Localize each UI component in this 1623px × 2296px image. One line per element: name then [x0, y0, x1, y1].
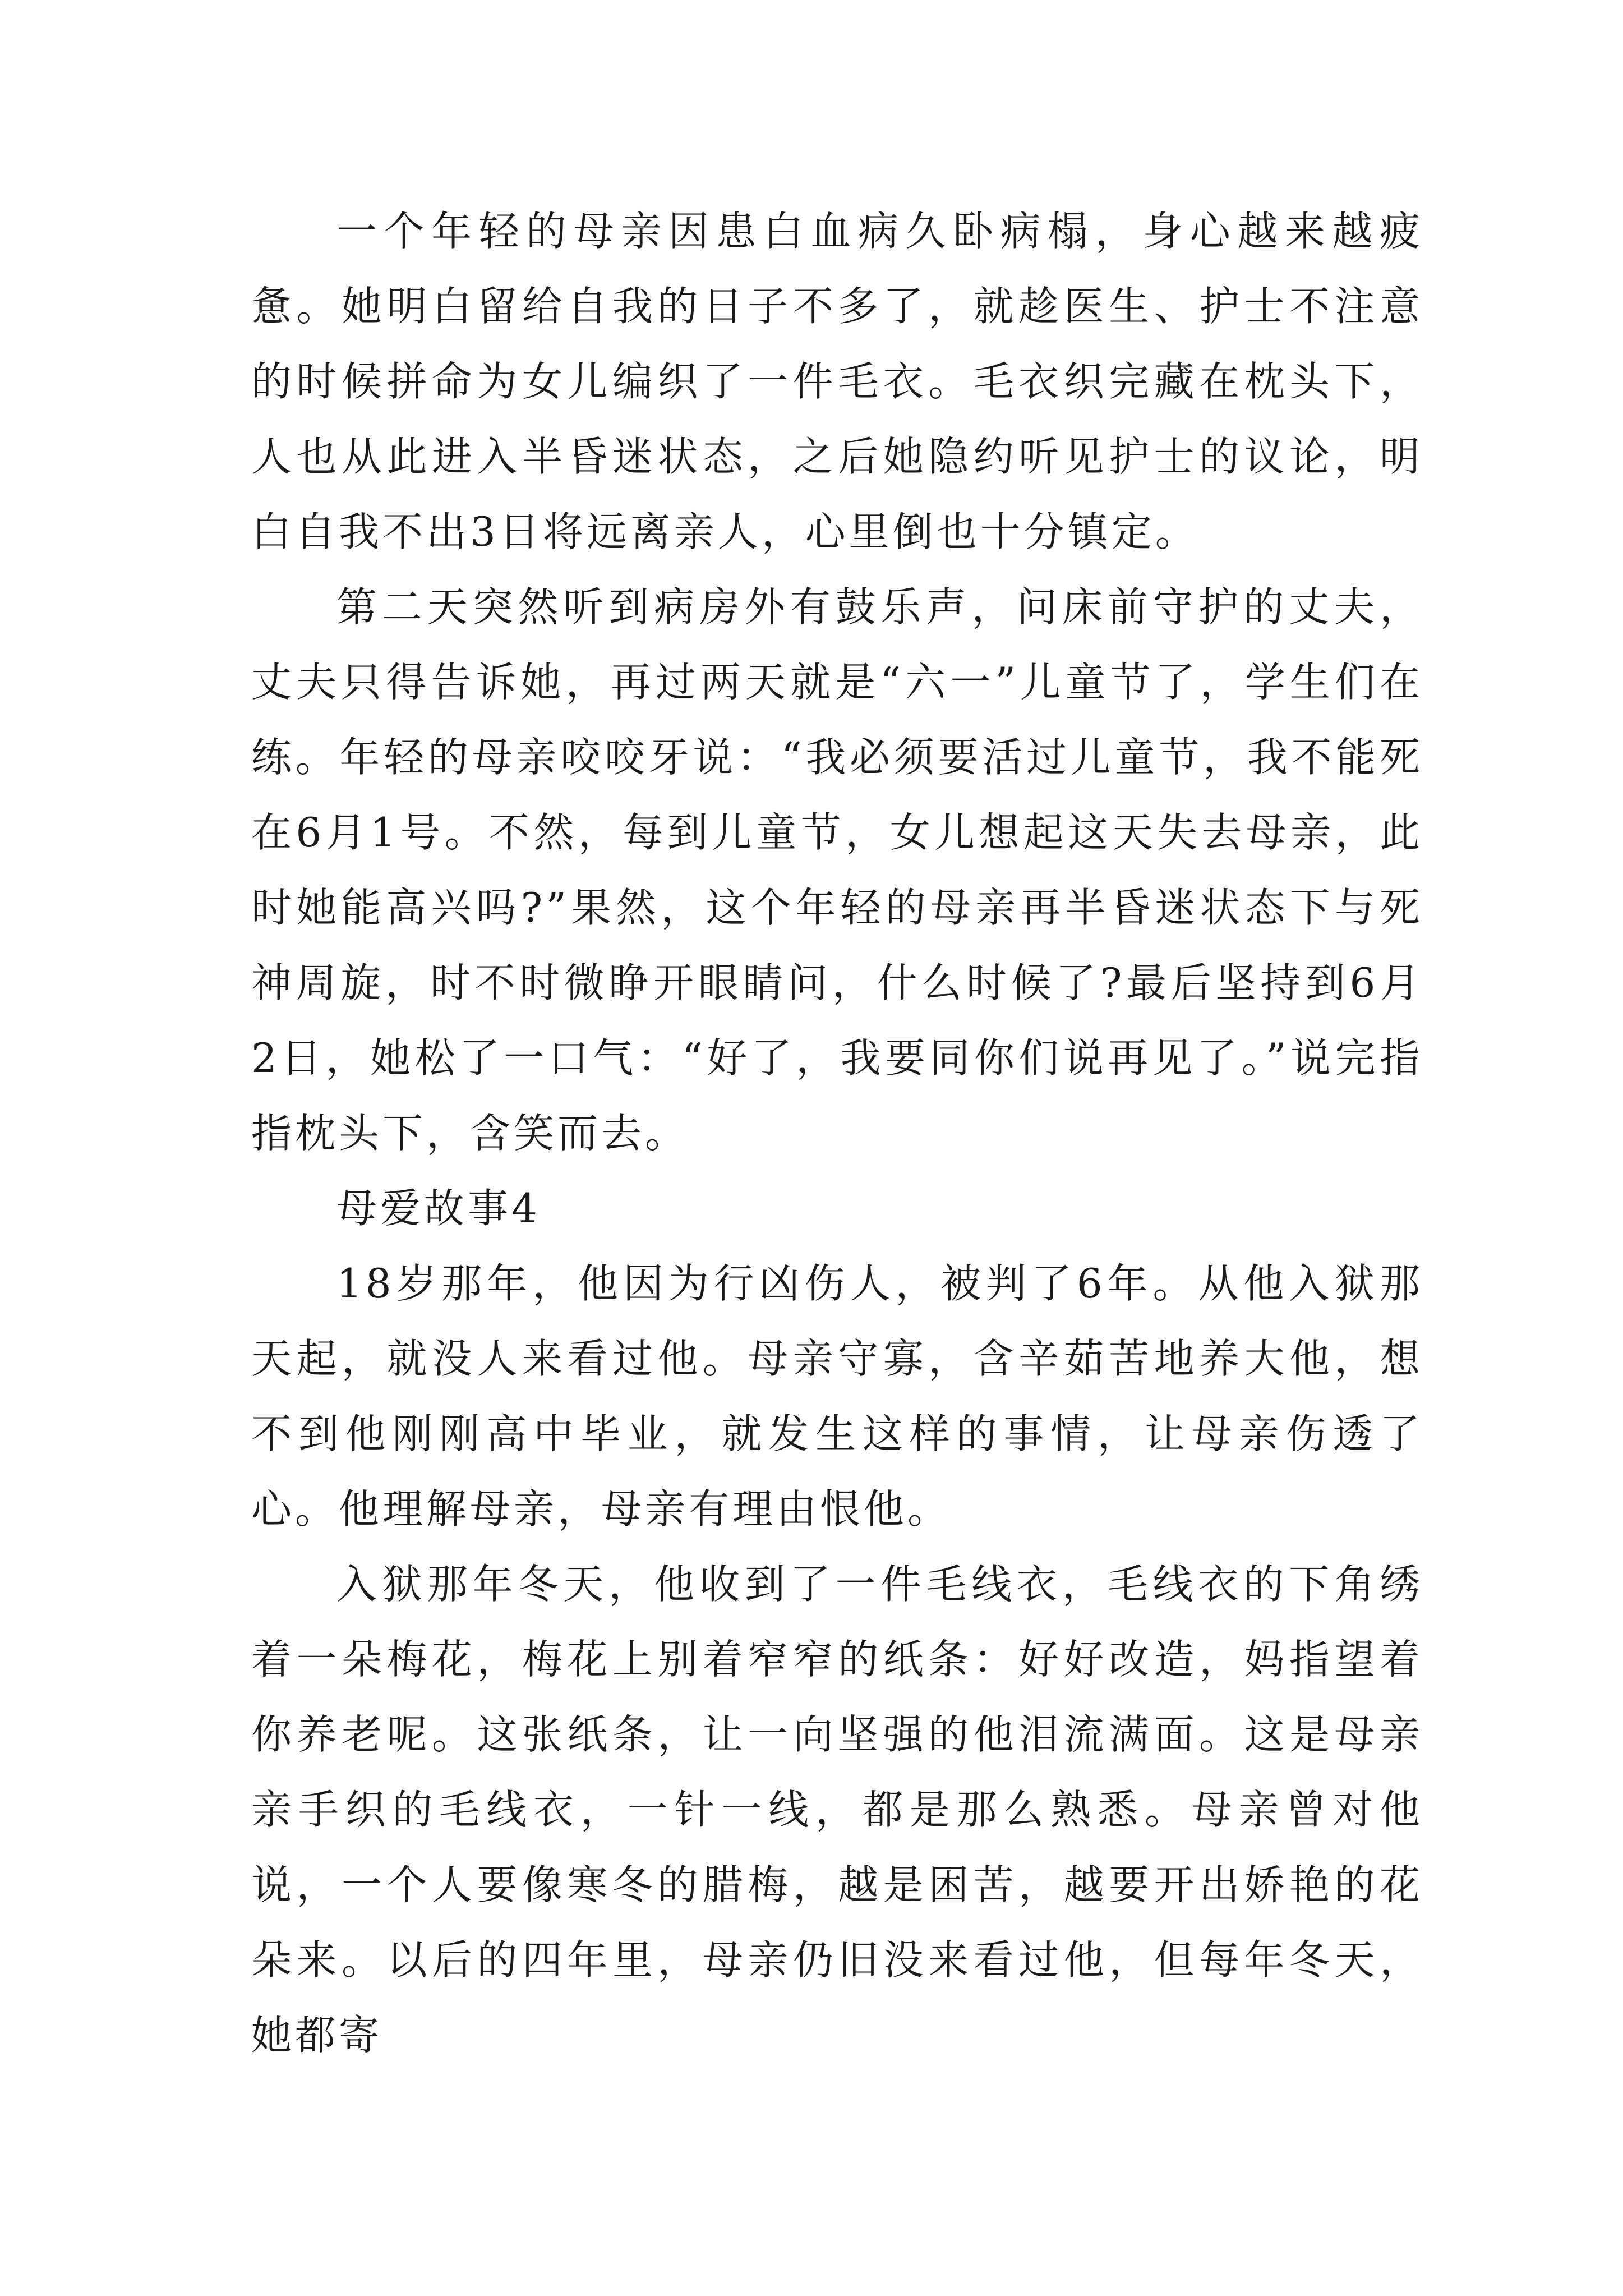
section-heading: 母爱故事4 — [336, 1185, 541, 1232]
paragraph-2: 第二天突然听到病房外有鼓乐声，问床前守护的丈夫，丈夫只得告诉她，再过两天就是“六一”儿童节了，学生们在练。年轻的母亲咬咬牙说：“我必须要活过儿童节，我不能死在6月1号。不然，每到儿童节，女儿想起这天失去母亲，此时她能高兴吗?”果然，这个年轻的母亲再半昏迷状态下与死神周旋，时不时微睁开眼睛问，什么时候了?最后坚持到6月2日，她松了一口气：“好了，我要同你们说再见了。”说完指指枕头下，含笑而去。 — [251, 583, 1423, 1157]
document-body — [251, 194, 1423, 2073]
paragraph-3: 18岁那年，他因为行凶伤人，被判了6年。从他入狱那天起，就没人来看过他。母亲守寡，含辛茹苦地养大他，想不到他刚刚高中毕业，就发生这样的事情，让母亲伤透了心。他理解母亲，母亲有理由恨他。 — [251, 1260, 1423, 1533]
paragraph-1: 一个年轻的母亲因患白血病久卧病榻，身心越来越疲惫。她明白留给自我的日子不多了，就趁医生、护士不注意的时候拼命为女儿编织了一件毛衣。毛衣织完藏在枕头下，人也从此进入半昏迷状态，之后她隐约听见护士的议论，明白自我不出3日将远离亲人，心里倒也十分镇定。 — [251, 208, 1423, 555]
paragraph-4: 入狱那年冬天，他收到了一件毛线衣，毛线衣的下角绣着一朵梅花，梅花上别着窄窄的纸条：好好改造，妈指望着你养老呢。这张纸条，让一向坚强的他泪流满面。这是母亲亲手织的毛线衣，一针一线，都是那么熟悉。母亲曾对他说，一个人要像寒冬的腊梅，越是困苦，越要开出娇艳的花朵来。以后的四年里，母亲仍旧没来看过他，但每年冬天，她都寄 — [251, 1561, 1423, 2059]
